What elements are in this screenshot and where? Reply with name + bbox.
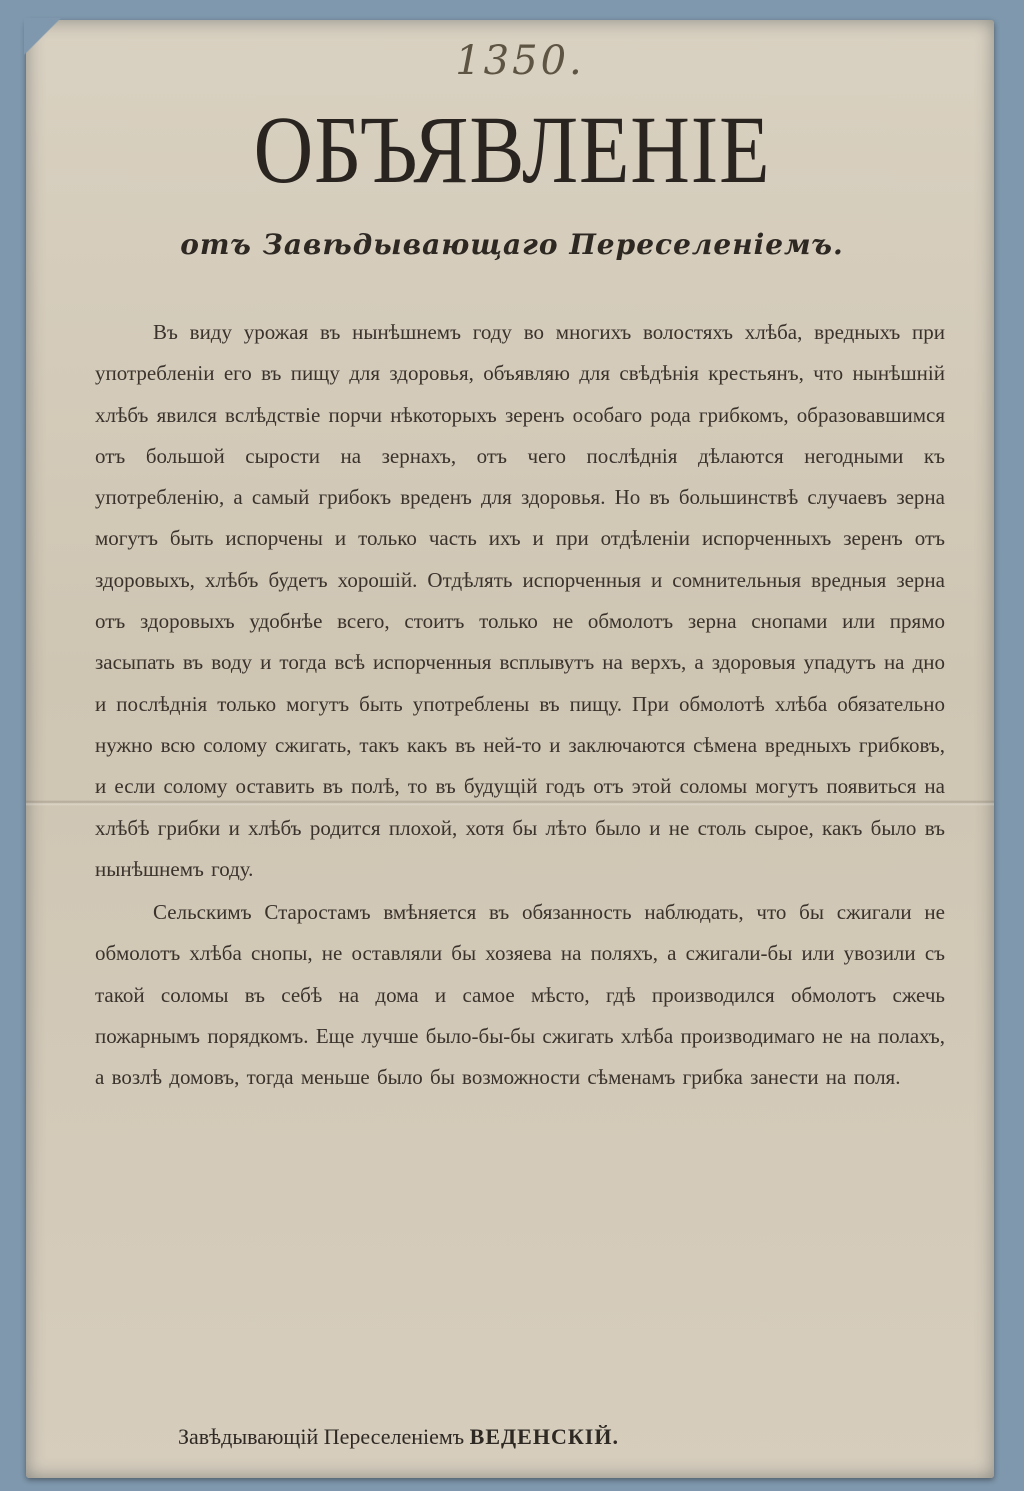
handwritten-archive-number: 1350. (455, 38, 585, 84)
poster-subtitle: отъ Завѣдывающаго Переселеніемъ. (180, 228, 844, 261)
signatory-name: ВЕДЕНСКІЙ. (469, 1424, 619, 1449)
paragraph-2: Сельскимъ Старостамъ вмѣняется въ обязанность наблюдать, что бы сжигали не обмолотъ хлѣба снопы, не оставляли бы хозяева на поляхъ, а сжигали-бы или увозили съ такой соломы въ себѣ на дома и самое мѣсто, гдѣ производился обмолотъ сжечь пожарнымъ порядкомъ. Еще лучше было-бы-бы сжигать хлѣба производимаго не на полахъ, а возлѣ домовъ, тогда меньше было бы возможности сѣменамъ грибка занести на поля. (95, 900, 945, 1090)
poster-title: ОБЪЯВЛЕНІЕ (253, 96, 771, 203)
torn-corner (24, 18, 164, 78)
signatory-position: Завѣдывающій Переселеніемъ (178, 1424, 470, 1449)
signature-line (178, 1424, 878, 1450)
announcement-body (95, 312, 945, 1099)
paragraph-1: Въ виду урожая въ нынѣшнемъ году во многихъ волостяхъ хлѣба, вредныхъ при употребленіи его въ пищу для здоровья, объявляю для свѣдѣнія крестьянъ, что нынѣшній хлѣбъ явился вслѣдствіе порчи нѣкоторыхъ зеренъ особаго рода грибкомъ, образовавшимся отъ большой сырости на зернахъ, отъ чего послѣднія дѣлаются негодными къ употребленію, а самый грибокъ вреденъ для здоровья. Но въ большинствѣ случаевъ зерна могутъ быть испорчены и только часть ихъ и при отдѣленіи испорченныхъ зеренъ отъ здоровыхъ, хлѣбъ будетъ хорошій. Отдѣлять испорченныя и сомнительныя вредныя зерна отъ здоровыхъ удобнѣе всего, стоитъ только не обмолотъ зерна снопами или прямо засыпать въ воду и тогда всѣ испорченныя всплывутъ на верхъ, а здоровыя упадутъ на дно и послѣднія только могутъ быть употреблены въ пищу. При обмолотѣ хлѣба обязательно нужно всю солому сжигать, такъ какъ въ ней-то и заключаются сѣмена вредныхъ грибковъ, и если солому оставить въ полѣ, то въ будущій годъ отъ этой соломы могутъ появиться на хлѣбѣ грибки и хлѣбъ родится плохой, хотя бы лѣто было и не столь сырое, какъ было въ нынѣшнемъ году. (95, 320, 945, 881)
